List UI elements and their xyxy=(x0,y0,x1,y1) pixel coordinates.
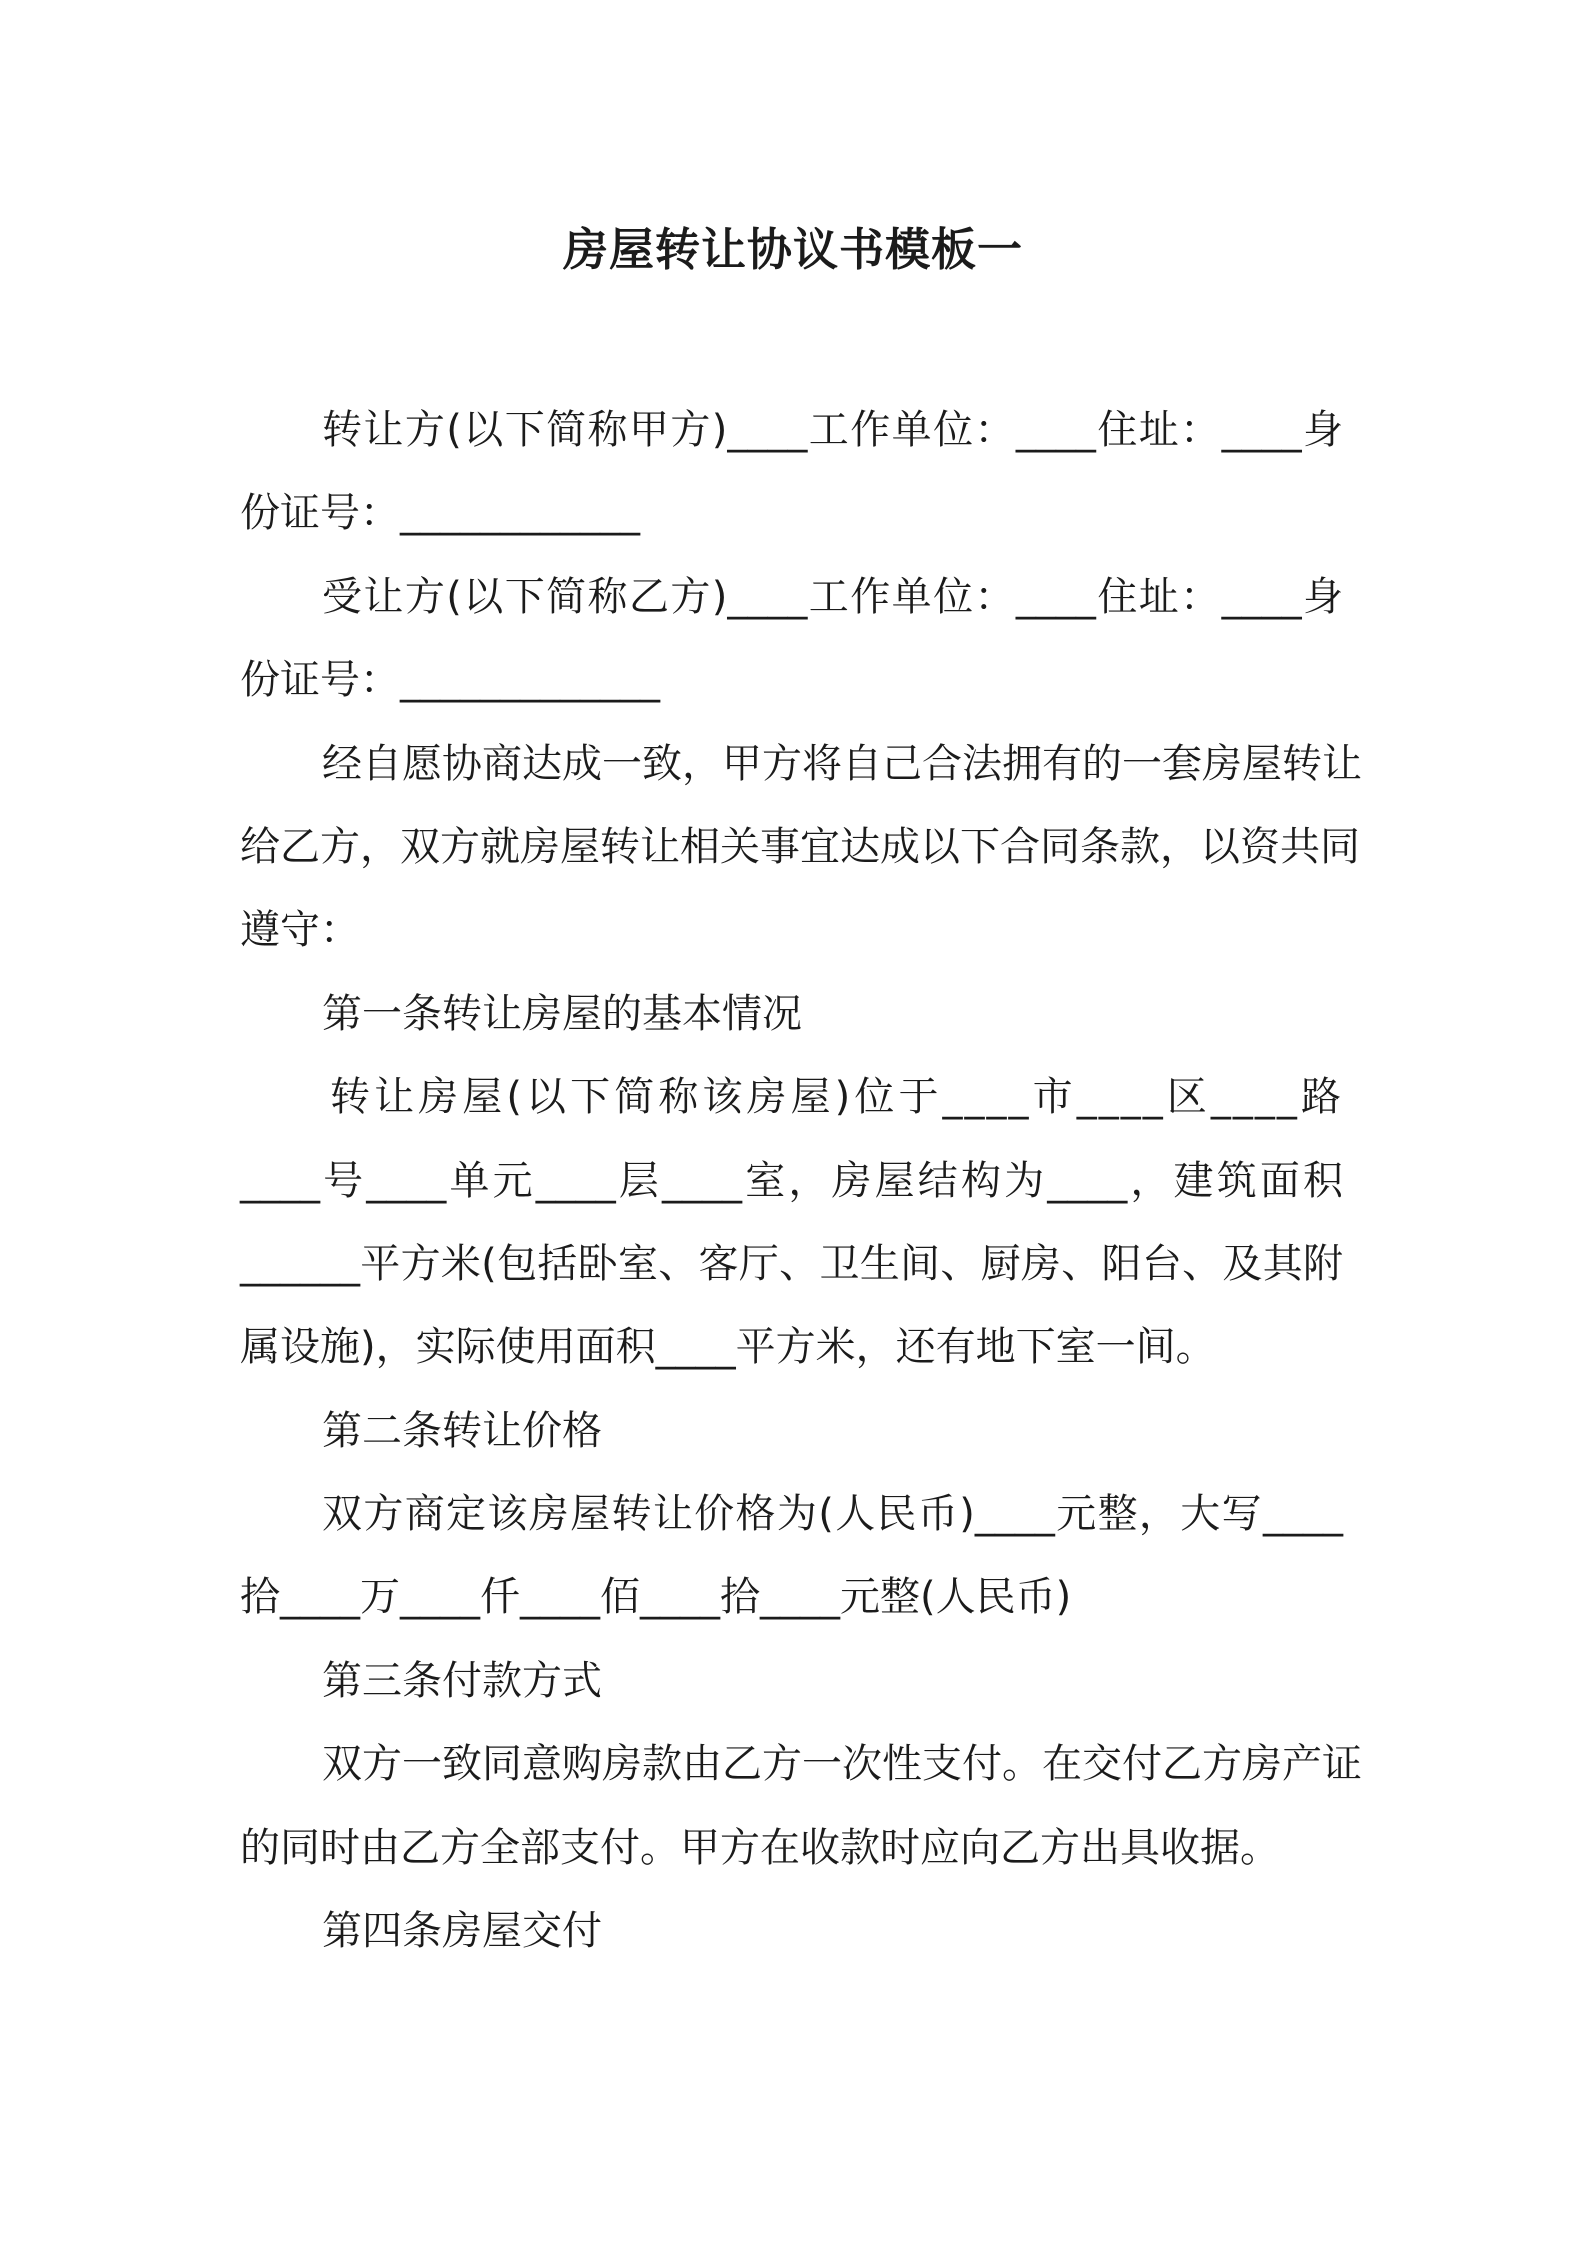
article-2-heading xyxy=(240,1390,1343,1473)
paragraph-line: ______平方米(包括卧室、客厅、卫生间、厨房、阳台、及其附 xyxy=(240,1240,1343,1287)
article-1-heading xyxy=(240,973,1343,1056)
article-3-paragraph xyxy=(240,1723,1362,1890)
document-title: 房屋转让协议书模板一 xyxy=(562,223,1023,276)
paragraph-line: 转让方(以下简称甲方)____工作单位：____住址：____身 xyxy=(322,407,1343,453)
section-heading: 第一条转让房屋的基本情况 xyxy=(322,990,802,1037)
preamble-paragraph xyxy=(240,723,1362,973)
paragraph-line: 的同时由乙方全部支付。甲方在收款时应向乙方出具收据。 xyxy=(240,1824,1280,1871)
paragraph-line: 份证号：____________ xyxy=(240,490,640,537)
paragraph-line: 拾____万____仟____佰____拾____元整(人民币) xyxy=(240,1574,1072,1621)
document-body xyxy=(240,389,1362,1973)
paragraph-line: 转让房屋(以下简称该房屋)位于____市____区____路 xyxy=(330,1074,1343,1121)
section-heading: 第四条房屋交付 xyxy=(322,1908,602,1955)
article-3-heading xyxy=(240,1640,1343,1723)
section-heading: 第二条转让价格 xyxy=(322,1407,602,1454)
article-2-paragraph xyxy=(240,1473,1343,1640)
paragraph-line: 份证号：_____________ xyxy=(240,657,660,704)
paragraph-line: ____号____单元____层____室，房屋结构为____，建筑面积 xyxy=(240,1157,1343,1204)
paragraph-line: 双方一致同意购房款由乙方一次性支付。在交付乙方房产证 xyxy=(322,1741,1362,1788)
paragraph-line: 受让方(以下简称乙方)____工作单位：____住址：____身 xyxy=(322,573,1343,620)
transferor-paragraph xyxy=(240,389,1343,556)
paragraph-line: 属设施)，实际使用面积____平方米，还有地下室一间。 xyxy=(240,1324,1216,1371)
paragraph-line: 遵守： xyxy=(240,907,360,954)
paragraph-line: 给乙方，双方就房屋转让相关事宜达成以下合同条款，以资共同 xyxy=(240,823,1360,870)
transferee-paragraph xyxy=(240,556,1343,723)
section-heading: 第三条付款方式 xyxy=(322,1657,602,1704)
article-4-heading xyxy=(240,1890,1343,1973)
article-1-paragraph xyxy=(240,1056,1343,1390)
paragraph-line: 经自愿协商达成一致，甲方将自己合法拥有的一套房屋转让 xyxy=(322,740,1362,787)
paragraph-line: 双方商定该房屋转让价格为(人民币)____元整，大写____ xyxy=(322,1491,1343,1538)
